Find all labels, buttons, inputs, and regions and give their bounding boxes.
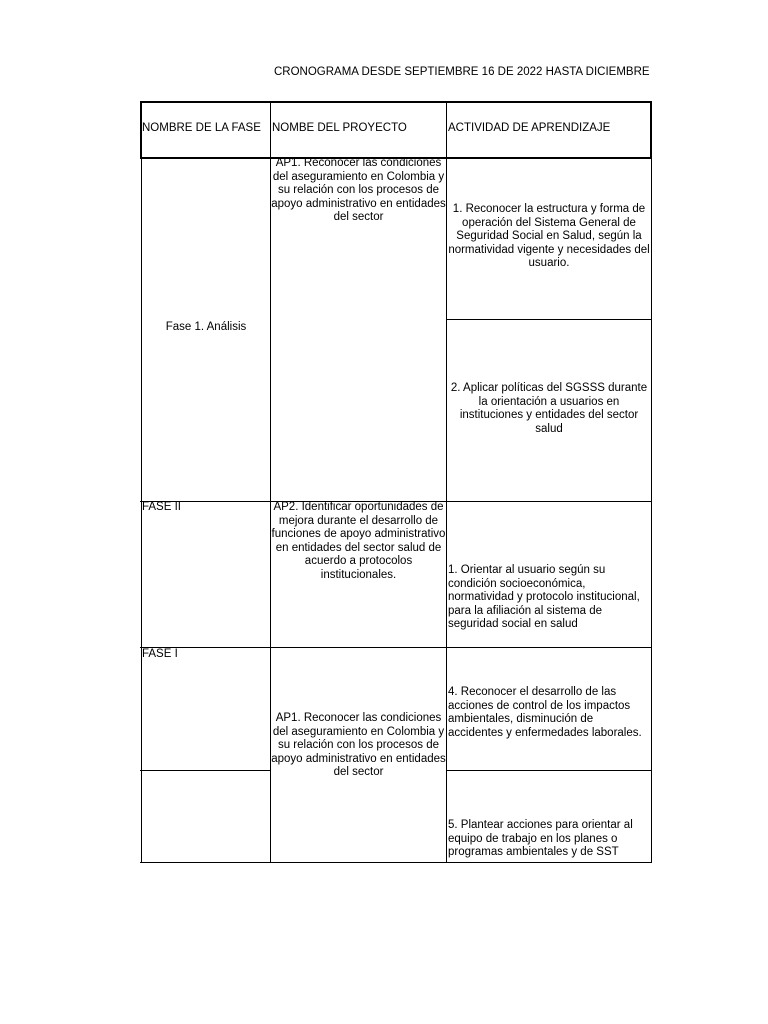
table-bottom-border bbox=[140, 862, 652, 863]
fase3-actividad-4: 4. Reconocer el desarrollo de las acciones de control de los impactos ambientales, disminución de accidentes y enfermedades laborales. bbox=[448, 686, 642, 739]
row-divider bbox=[446, 319, 652, 320]
header-actividad: ACTIVIDAD DE APRENDIZAJE bbox=[448, 122, 611, 134]
fase1-name: Fase 1. Análisis bbox=[165, 321, 247, 333]
fase2-actividad: 1. Orientar al usuario según su condición socioeconómica, normatividad y protocolo institucional, para la afiliación al sistema de seguridad social en salud bbox=[448, 564, 640, 630]
page-title: CRONOGRAMA DESDE SEPTIEMBRE 16 DE 2022 HASTA DICIEMBRE bbox=[274, 66, 650, 78]
table-right-border bbox=[650, 101, 652, 158]
header-fase: NOMBRE DE LA FASE bbox=[142, 122, 261, 134]
row-divider bbox=[140, 770, 270, 771]
fase2-proyecto: AP2. Identificar oportunidades de mejora durante el desarrollo de funciones de apoyo administrativo en entidades del sector salud de acuerdo a protocolos institucionales. bbox=[271, 501, 446, 581]
fase1-actividad-2: 2. Aplicar políticas del SGSSS durante la orientación a usuarios en instituciones y entidades del sector salud bbox=[450, 382, 648, 435]
fase2-name: FASE II bbox=[142, 501, 181, 513]
fase3-proyecto: AP1. Reconocer las condiciones del aseguramiento en Colombia y su relación con los procesos de apoyo administrativo en entidades del sector bbox=[271, 712, 446, 778]
table-top-border bbox=[140, 101, 652, 103]
fase3-name: FASE I bbox=[142, 648, 178, 660]
fase1-proyecto: AP1. Reconocer las condiciones del aseguramiento en Colombia y su relación con los procesos de apoyo administrativo en entidades del sector bbox=[271, 157, 446, 223]
row-divider bbox=[446, 770, 652, 771]
schedule-table bbox=[140, 101, 652, 863]
fase1-actividad-1: 1. Reconocer la estructura y forma de operación del Sistema General de Seguridad Social en Salud, según la normatividad vigente y necesidades del usuario. bbox=[448, 203, 650, 269]
fase3-actividad-5: 5. Plantear acciones para orientar al equipo de trabajo en los planes o programas ambientales y de SST bbox=[448, 819, 633, 858]
column-divider bbox=[651, 158, 652, 863]
header-proyecto: NOMBE DEL PROYECTO bbox=[272, 122, 407, 134]
